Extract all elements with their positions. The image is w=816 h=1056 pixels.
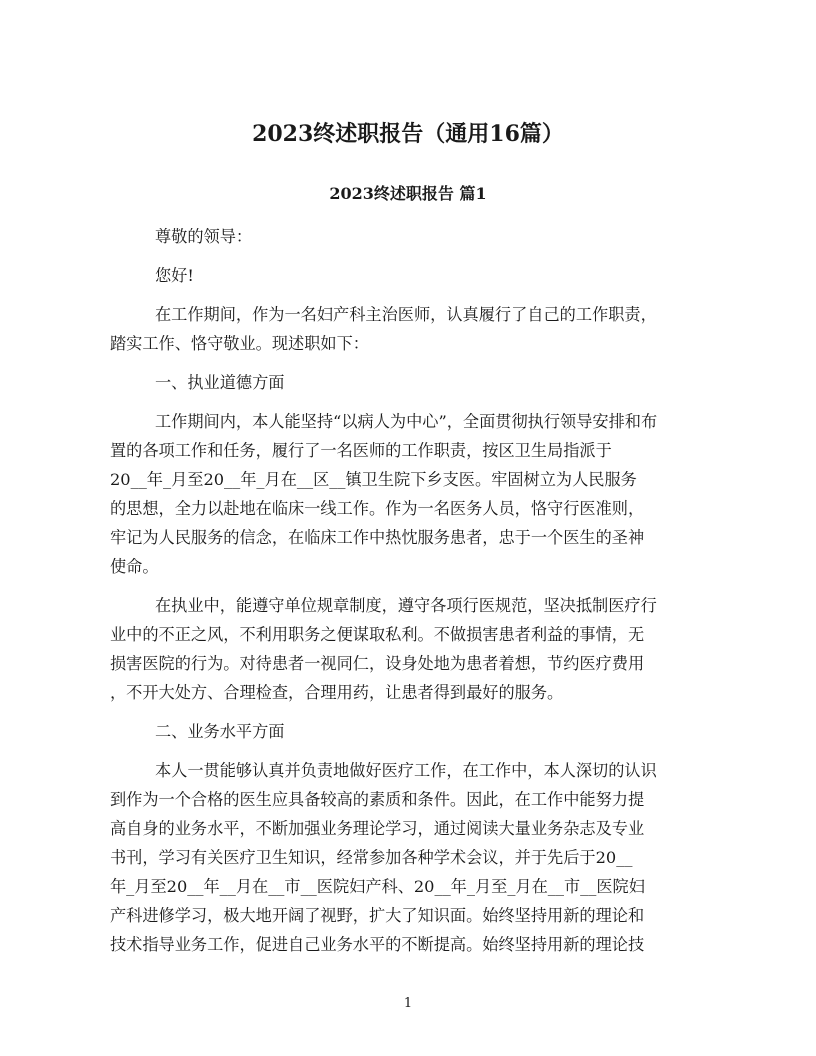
document-body <box>110 222 750 969</box>
text-line: 本人一贯能够认真并负责地做好医疗工作，在工作中，本人深切的认识 <box>155 761 657 780</box>
text-line: 二、业务水平方面 <box>155 722 285 741</box>
paragraph <box>110 717 750 746</box>
text-line: 到作为一个合格的医生应具备较高的素质和条件。因此，在工作中能努力提 <box>110 790 645 809</box>
paragraph <box>110 368 750 397</box>
text-line: 年_月至20__年__月在__市__医院妇产科、20__年_月至_月在__市__医院妇 <box>110 877 645 896</box>
text-line: ，不开大处方、合理检查，合理用药，让患者得到最好的服务。 <box>110 683 564 702</box>
text-line: 您好! <box>155 266 194 285</box>
text-line: 一、执业道德方面 <box>155 373 285 392</box>
text-line: 牢记为人民服务的信念，在临床工作中热忱服务患者，忠于一个医生的圣神 <box>110 528 645 547</box>
text-line: 置的各项工作和任务，履行了一名医师的工作职责，按区卫生局指派于 <box>110 441 612 460</box>
text-line: 20__年_月至20__年_月在__区__镇卫生院下乡支医。牢固树立为人民服务 <box>110 470 637 489</box>
paragraph <box>110 756 750 959</box>
text-line: 技术指导业务工作，促进自己业务水平的不断提高。始终坚持用新的理论技 <box>110 935 645 954</box>
paragraph <box>110 261 750 290</box>
section-heading: 2023终述职报告 篇1 <box>329 184 487 203</box>
text-line: 业中的不正之风，不利用职务之便谋取私利。不做损害患者利益的事情，无 <box>110 625 645 644</box>
text-line: 在执业中，能遵守单位规章制度，遵守各项行医规范，坚决抵制医疗行 <box>155 596 657 615</box>
paragraph <box>110 222 750 251</box>
document-title: 2023终述职报告（通用16篇） <box>252 121 564 147</box>
page-number: 1 <box>403 996 413 1011</box>
text-line: 使命。 <box>110 557 159 576</box>
text-line: 高自身的业务水平，不断加强业务理论学习，通过阅读大量业务杂志及专业 <box>110 819 645 838</box>
text-line: 产科进修学习，极大地开阔了视野，扩大了知识面。始终坚持用新的理论和 <box>110 906 645 925</box>
text-line: 踏实工作、恪守敬业。现述职如下： <box>110 334 369 353</box>
text-line: 在工作期间，作为一名妇产科主治医师，认真履行了自己的工作职责， <box>155 305 657 324</box>
text-line: 书刊，学习有关医疗卫生知识，经常参加各种学术会议，并于先后于20__ <box>110 848 633 867</box>
paragraph <box>110 407 750 581</box>
paragraph <box>110 591 750 707</box>
text-line: 工作期间内，本人能坚持“以病人为中心”，全面贯彻执行领导安排和布 <box>155 412 658 431</box>
paragraph <box>110 300 750 358</box>
text-line: 损害医院的行为。对待患者一视同仁，设身处地为患者着想，节约医疗费用 <box>110 654 645 673</box>
text-line: 尊敬的领导： <box>155 227 253 246</box>
text-line: 的思想，全力以赴地在临床一线工作。作为一名医务人员，恪守行医准则， <box>110 499 645 518</box>
